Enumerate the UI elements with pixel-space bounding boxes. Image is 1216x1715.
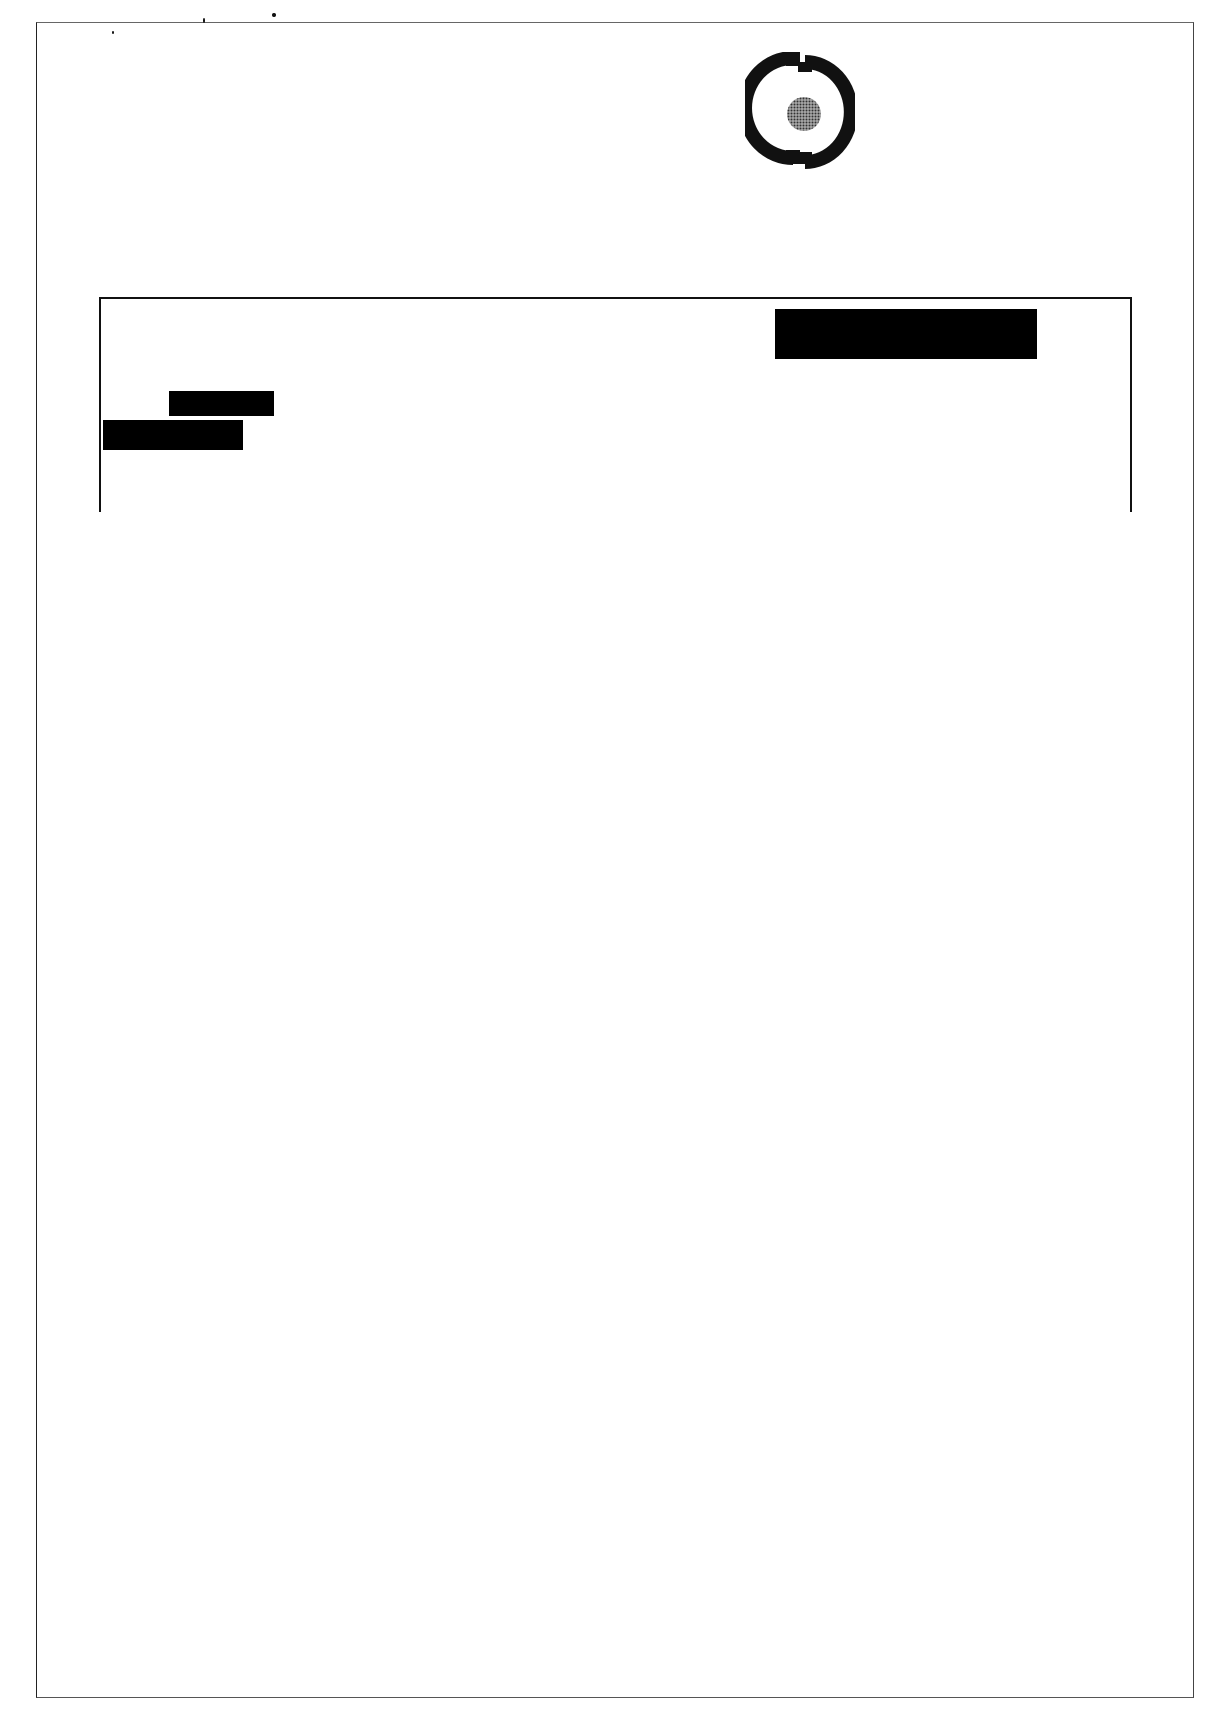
- gemotest-logo-icon: [745, 52, 855, 172]
- gemotest-logo: [745, 52, 1125, 172]
- page-frame: [36, 22, 1194, 1698]
- redacted-patronymic: [103, 420, 243, 450]
- scan-speck: [272, 13, 276, 17]
- patient-info-box: [99, 297, 1132, 512]
- redacted-surname: [169, 391, 274, 416]
- scan-speck: [112, 31, 114, 34]
- redacted-block: [775, 309, 1037, 359]
- scan-speck: [203, 18, 205, 23]
